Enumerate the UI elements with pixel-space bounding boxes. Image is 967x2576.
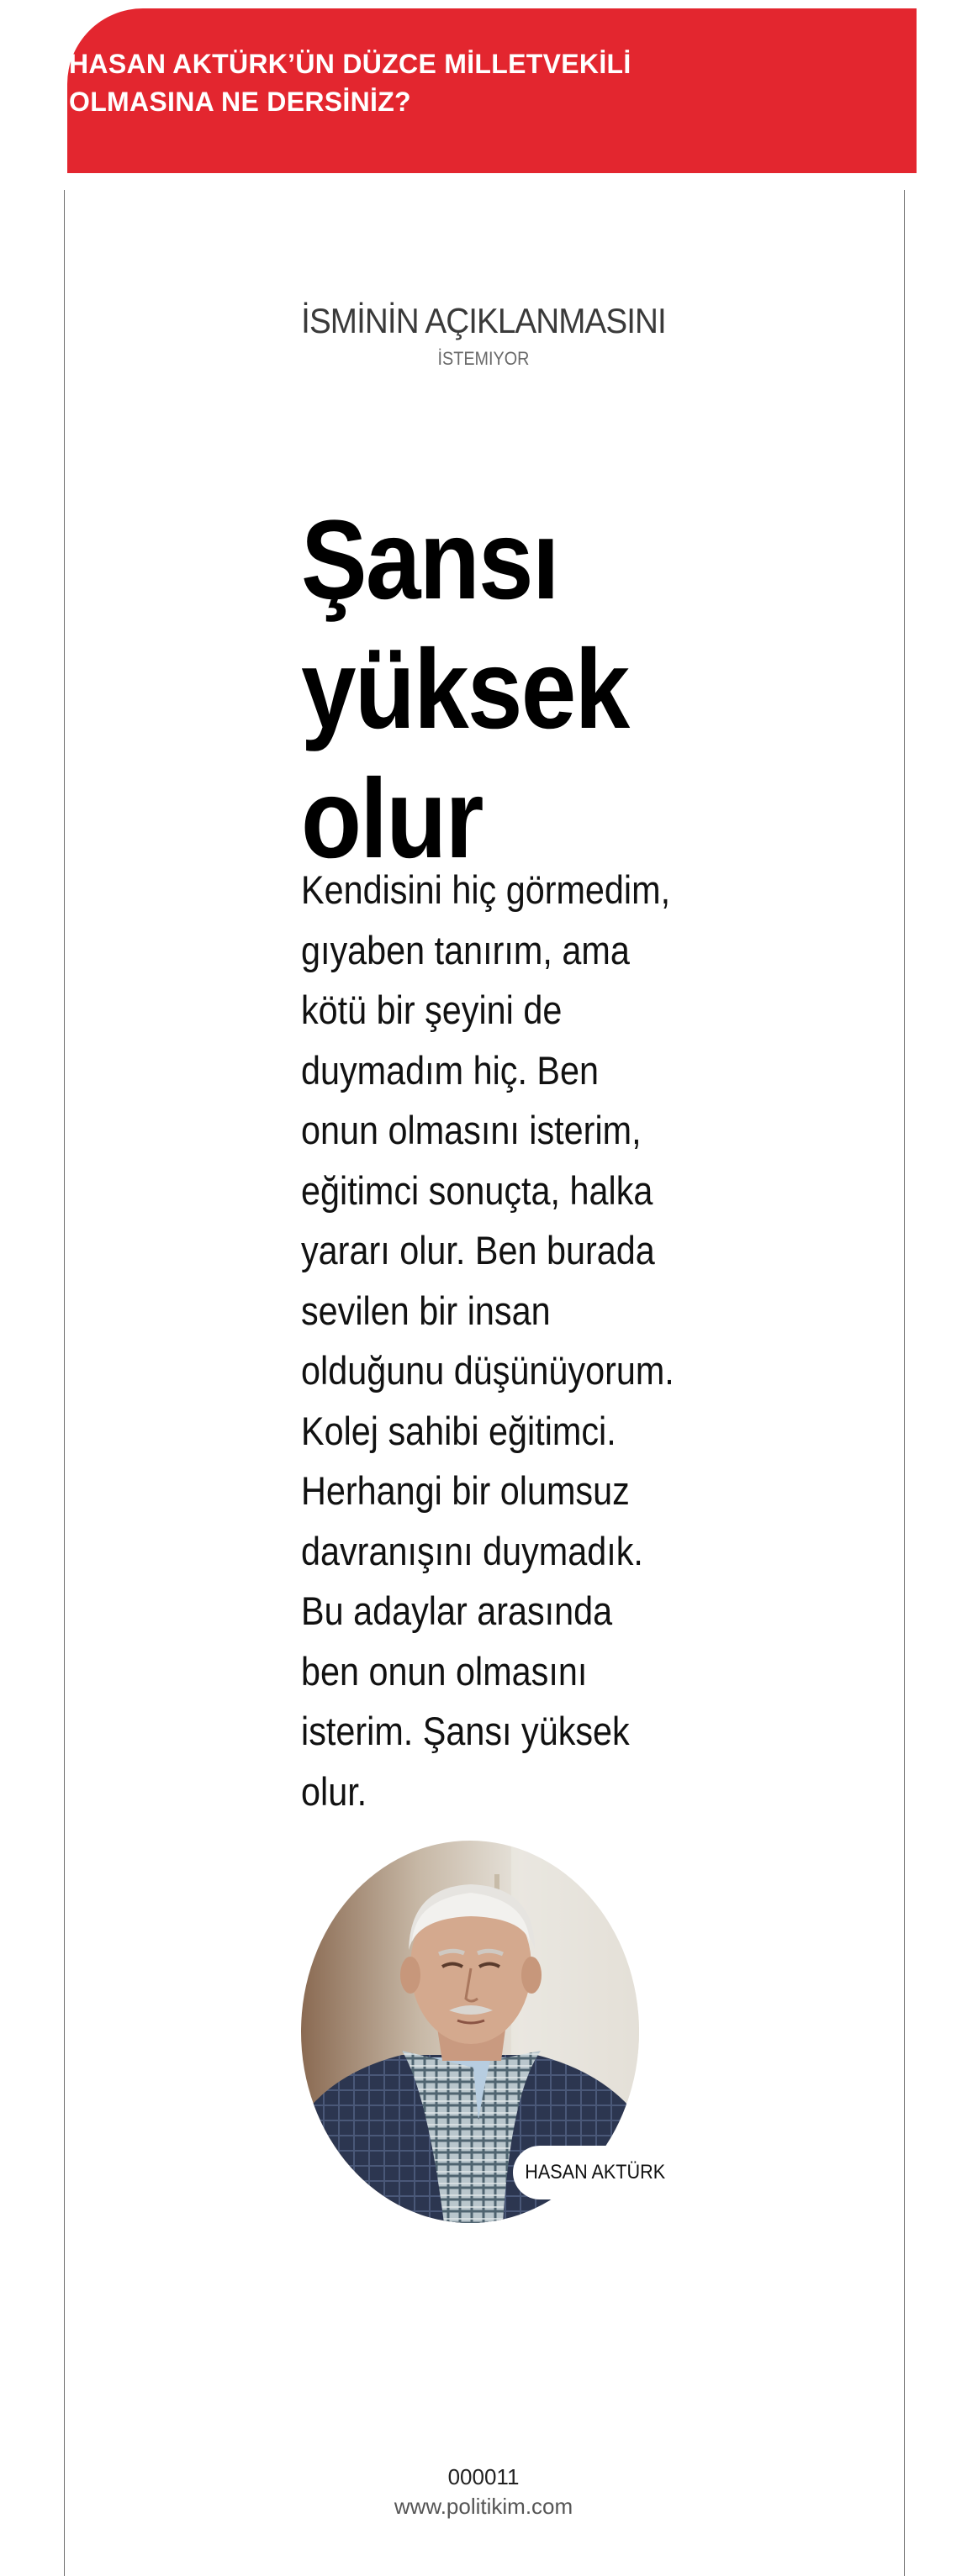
body-line: Herhangi bir olumsuz <box>301 1468 630 1513</box>
headline-line: Şansı <box>301 498 558 623</box>
body-line: olur. <box>301 1768 367 1814</box>
body-line: Kendisini hiç görmedim, <box>301 867 671 912</box>
photo-caption-badge <box>513 2146 678 2199</box>
body-line: onun olmasını isterim, <box>301 1108 642 1152</box>
quote-body <box>301 860 674 1821</box>
footer-website: www.politikim.com <box>394 2494 573 2519</box>
body-line: gıyaben tanırım, ama <box>301 927 630 972</box>
quote-headline <box>301 496 686 884</box>
body-line: Bu adaylar arasında <box>301 1588 613 1633</box>
body-line: Kolej sahibi eğitimci. <box>301 1408 616 1453</box>
headline-line: olur <box>301 756 483 882</box>
body-line: sevilen bir insan <box>301 1288 551 1333</box>
respondent-status: İSTEMIYOR <box>437 348 530 369</box>
body-line: duymadım hiç. Ben <box>301 1047 600 1093</box>
headline-line: yüksek <box>301 627 629 752</box>
frame-right-border <box>904 190 905 2576</box>
page-title <box>69 45 809 121</box>
respondent-name: İSMİNİN AÇIKLANMASINI <box>301 301 666 340</box>
photo-caption-name: HASAN AKTÜRK <box>525 2161 666 2184</box>
page-title-line-2: OLMASINA NE DERSİNİZ? <box>69 87 411 117</box>
frame-left-border <box>64 190 65 2576</box>
body-line: kötü bir şeyini de <box>301 988 563 1032</box>
body-line: olduğunu düşünüyorum. <box>301 1348 674 1393</box>
body-line: davranışını duymadık. <box>301 1528 643 1573</box>
body-line: eğitimci sonuçta, halka <box>301 1167 653 1213</box>
body-line: yararı olur. Ben burada <box>301 1228 655 1272</box>
body-line: ben onun olmasını <box>301 1648 588 1694</box>
page-title-line-1: HASAN AKTÜRK’ÜN DÜZCE MİLLETVEKİLİ <box>69 49 631 79</box>
footer-code: 000011 <box>447 2464 520 2489</box>
body-line: isterim. Şansı yüksek <box>301 1709 630 1753</box>
